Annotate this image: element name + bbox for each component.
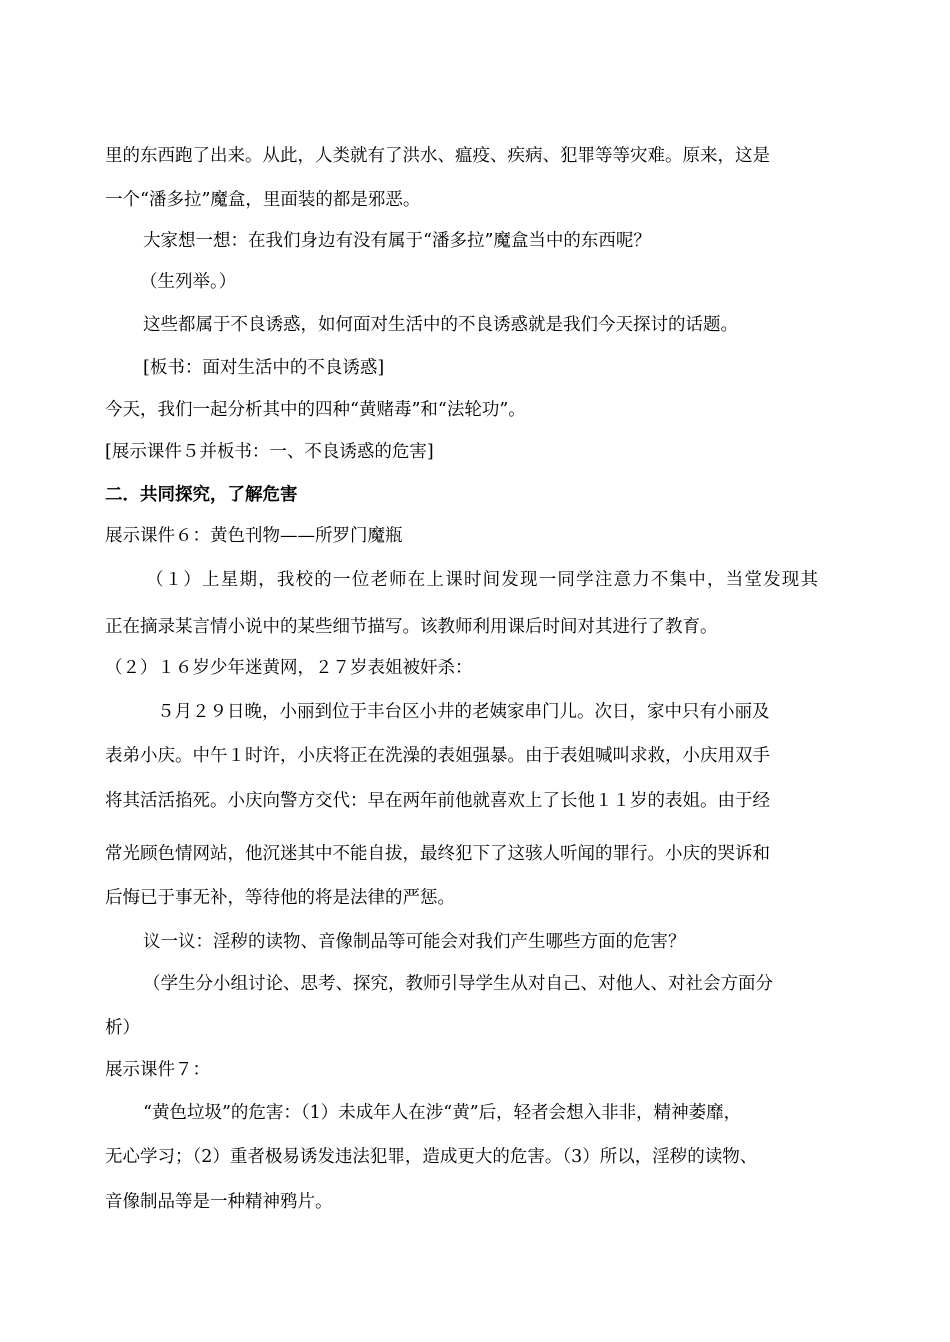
- body-text-line: 这些都属于不良诱惑，如何面对生活中的不良诱惑就是我们今天探讨的话题。: [143, 315, 738, 335]
- discussion-question: 议一议：淫秽的读物、音像制品等可能会对我们产生哪些方面的危害？: [143, 932, 686, 952]
- body-text-line: “黄色垃圾”的危害：（1）未成年人在涉“黄”后，轻者会想入非非，精神萎靡，: [143, 1103, 742, 1123]
- body-text-line: （生列举。）: [140, 272, 237, 292]
- courseware-note: 展示课件７：: [105, 1060, 210, 1080]
- case-text-line: 将其活活掐死。小庆向警方交代：早在两年前他就喜欢上了长他１１岁的表姐。由于经: [105, 791, 770, 811]
- courseware-note: [展示课件５并板书：一、不良诱惑的危害]: [105, 442, 434, 462]
- body-text-line: 一个“潘多拉”魔盒，里面装的都是邪恶。: [105, 190, 421, 210]
- body-text-line: （学生分小组讨论、思考、探究，教师引导学生从对自己、对他人、对社会方面分: [143, 974, 773, 994]
- case-text-line: ５月２９日晚，小丽到位于丰台区小井的老姨家串门儿。次日，家中只有小丽及: [157, 702, 770, 722]
- body-text-line: 大家想一想：在我们身边有没有属于“潘多拉”魔盒当中的东西呢？: [143, 231, 651, 251]
- body-text-line: 析）: [105, 1018, 140, 1038]
- case-text-line: 后悔已于事无补，等待他的将是法律的严惩。: [105, 888, 455, 908]
- body-text-line: 音像制品等是一种精神鸦片。: [105, 1192, 333, 1212]
- board-note: [板书：面对生活中的不良诱惑]: [143, 358, 385, 378]
- case-text-line: （１）上星期，我校的一位老师在上课时间发现一同学注意力不集中，当堂发现其: [146, 570, 820, 590]
- section-heading: 二．共同探究，了解危害: [105, 485, 298, 505]
- body-text-line: 今天，我们一起分析其中的四种“黄赌毒”和“法轮功”。: [105, 400, 526, 420]
- case-text-line: 正在摘录某言情小说中的某些细节描写。该教师利用课后时间对其进行了教育。: [105, 617, 718, 637]
- case-heading: （２）１６岁少年迷黄网，２７岁表姐被奸杀：: [105, 658, 473, 678]
- case-text-line: 常光顾色情网站，他沉迷其中不能自拔，最终犯下了这骇人听闻的罪行。小庆的哭诉和: [105, 844, 770, 864]
- body-text-line: 里的东西跑了出来。从此，人类就有了洪水、瘟疫、疾病、犯罪等等灾难。原来，这是: [105, 146, 770, 166]
- case-text-line: 表弟小庆。中午１时许，小庆将正在洗澡的表姐强暴。由于表姐喊叫求救，小庆用双手: [105, 746, 770, 766]
- body-text-line: 无心学习；（2）重者极易诱发违法犯罪，造成更大的危害。（3）所以，淫秽的读物、: [105, 1147, 758, 1167]
- courseware-note: 展示课件６：黄色刊物——所罗门魔瓶: [105, 526, 403, 546]
